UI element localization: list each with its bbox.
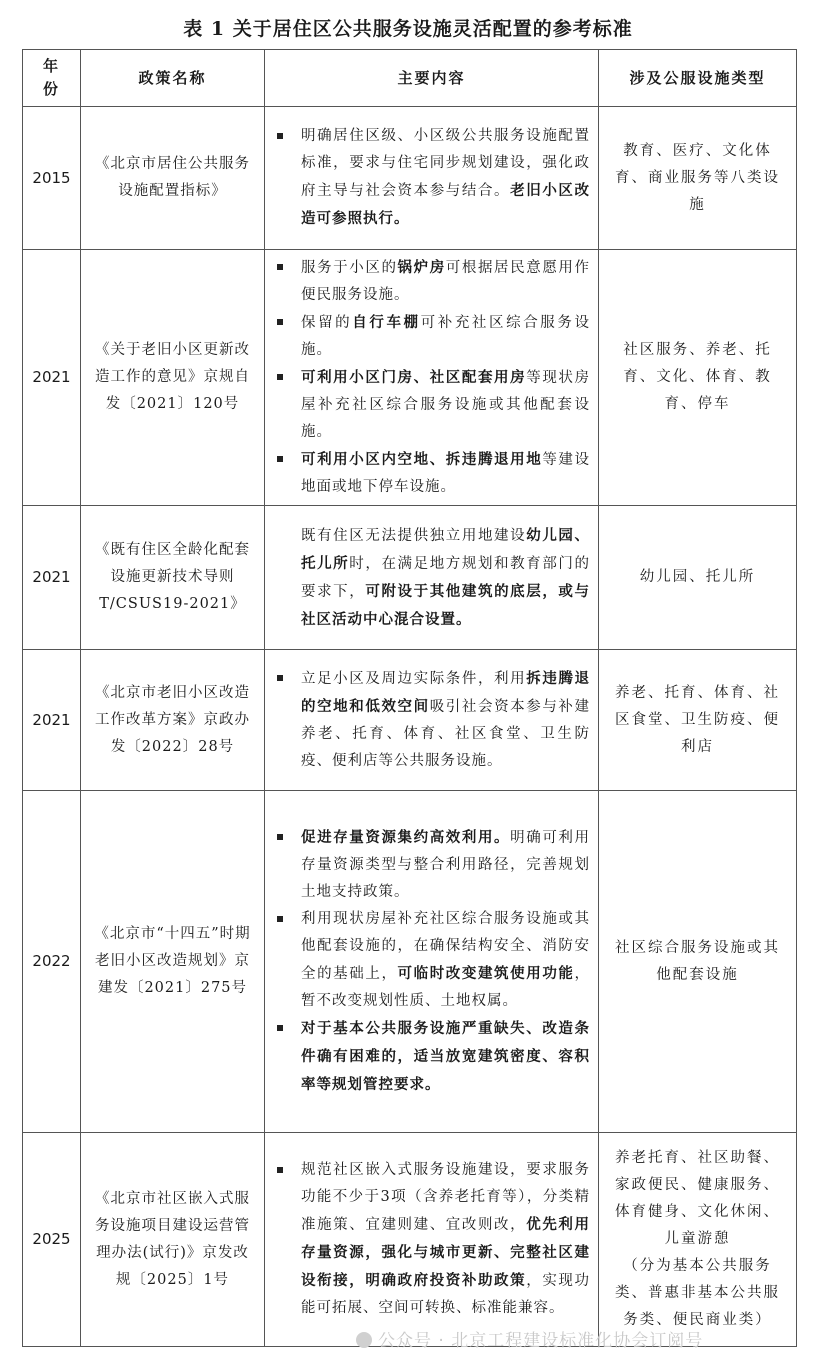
table-title: 表 1 关于居住区公共服务设施灵活配置的参考标准	[183, 18, 633, 40]
cell-facility: 养老、托育、体育、社区食堂、卫生防疫、便利店	[599, 650, 797, 791]
square-bullet-icon	[277, 1167, 283, 1173]
content-bullet: 服务于小区的锅炉房可根据居民意愿用作便民服务设施。	[271, 254, 590, 309]
square-bullet-icon	[277, 916, 283, 922]
square-bullet-icon	[277, 374, 283, 380]
content-bullet: 促进存量资源集约高效利用。明确可利用存量资源类型与整合利用路径，完善规划土地支持政策。	[271, 824, 590, 906]
cell-content	[265, 506, 599, 650]
cell-year: 2025	[23, 1133, 81, 1347]
table-row	[23, 506, 797, 650]
cell-content	[265, 650, 599, 791]
table-row	[23, 791, 797, 1133]
cell-year: 2021	[23, 250, 81, 506]
square-bullet-icon	[277, 1025, 283, 1031]
cell-year: 2021	[23, 650, 81, 791]
square-bullet-icon	[277, 834, 283, 840]
header-facility: 涉及公服设施类型	[599, 50, 797, 107]
cell-facility: 养老托育、社区助餐、家政便民、健康服务、体育健身、文化休闲、儿童游憩 （分为基本公共服务类、普惠非基本公共服务类、便民商业类）	[599, 1133, 797, 1347]
header-policy: 政策名称	[81, 50, 265, 107]
table-row	[23, 1133, 797, 1347]
cell-facility: 社区综合服务设施或其他配套设施	[599, 791, 797, 1133]
cell-policy: 《北京市居住公共服务设施配置指标》	[81, 107, 265, 250]
content-bullet: 利用现状房屋补充社区综合服务设施或其他配套设施的，在确保结构安全、消防安全的基础上，可临时改变建筑使用功能，暂不改变规划性质、土地权属。	[271, 906, 590, 1015]
content-bullet: 可利用小区门房、社区配套用房等现状房屋补充社区综合服务设施或其他配套设施。	[271, 364, 590, 446]
content-text: 既有住区无法提供独立用地建设幼儿园、托儿所时，在满足地方规划和教育部门的要求下，可附设于其他建筑的底层，或与社区活动中心混合设置。	[301, 526, 591, 628]
header-content: 主要内容	[265, 50, 599, 107]
cell-facility: 教育、医疗、文化体育、商业服务等八类设施	[599, 107, 797, 250]
cell-content	[265, 107, 599, 250]
cell-policy: 《北京市“十四五”时期老旧小区改造规划》京建发〔2021〕275号	[81, 791, 265, 1133]
header-year: 年 份	[23, 50, 81, 107]
policy-table	[22, 49, 797, 1347]
cell-policy: 《北京市社区嵌入式服务设施项目建设运营管理办法(试行)》京发改规〔2025〕1号	[81, 1133, 265, 1347]
square-bullet-icon	[277, 319, 283, 325]
cell-year: 2015	[23, 107, 81, 250]
cell-policy: 《关于老旧小区更新改造工作的意见》京规自发〔2021〕120号	[81, 250, 265, 506]
header-row	[23, 50, 797, 107]
cell-policy: 《北京市老旧小区改造工作改革方案》京政办发〔2022〕28号	[81, 650, 265, 791]
content-bullet: 保留的自行车棚可补充社区综合服务设施。	[271, 309, 590, 364]
cell-content	[265, 791, 599, 1133]
content-bullet: 对于基本公共服务设施严重缺失、改造条件确有困难的，适当放宽建筑密度、容积率等规划管控要求。	[271, 1015, 590, 1099]
watermark: 公众号 · 北京工程建设标准化协会订阅号	[356, 1326, 703, 1351]
table-body	[23, 107, 797, 1347]
cell-facility: 幼儿园、托儿所	[599, 506, 797, 650]
table-row	[23, 250, 797, 506]
cell-content	[265, 250, 599, 506]
wechat-icon	[356, 1332, 372, 1348]
square-bullet-icon	[277, 264, 283, 270]
content-bullet: 规范社区嵌入式服务设施建设，要求服务功能不少于3项（含养老托育等），分类精准施策、宜建则建、宜改则改，优先利用存量资源，强化与城市更新、完整社区建设衔接，明确政府投资补助政策，实现功能可拓展、空间可转换、标准能兼容。	[271, 1157, 590, 1322]
square-bullet-icon	[277, 133, 283, 139]
table-row	[23, 650, 797, 791]
square-bullet-icon	[277, 675, 283, 681]
cell-year: 2021	[23, 506, 81, 650]
cell-content	[265, 1133, 599, 1347]
square-bullet-icon	[277, 456, 283, 462]
cell-year: 2022	[23, 791, 81, 1133]
content-bullet: 可利用小区内空地、拆违腾退用地等建设地面或地下停车设施。	[271, 446, 590, 501]
cell-facility: 社区服务、养老、托育、文化、体育、教育、停车	[599, 250, 797, 506]
content-bullet: 立足小区及周边实际条件，利用拆违腾退的空地和低效空间吸引社会资本参与补建养老、托育、体育、社区食堂、卫生防疫、便利店等公共服务设施。	[271, 665, 590, 775]
cell-policy: 《既有住区全龄化配套设施更新技术导则 T/CSUS19-2021》	[81, 506, 265, 650]
table-row	[23, 107, 797, 250]
content-bullet: 明确居住区级、小区级公共服务设施配置标准，要求与住宅同步规划建设，强化政府主导与社会资本参与结合。老旧小区改造可参照执行。	[271, 123, 590, 233]
